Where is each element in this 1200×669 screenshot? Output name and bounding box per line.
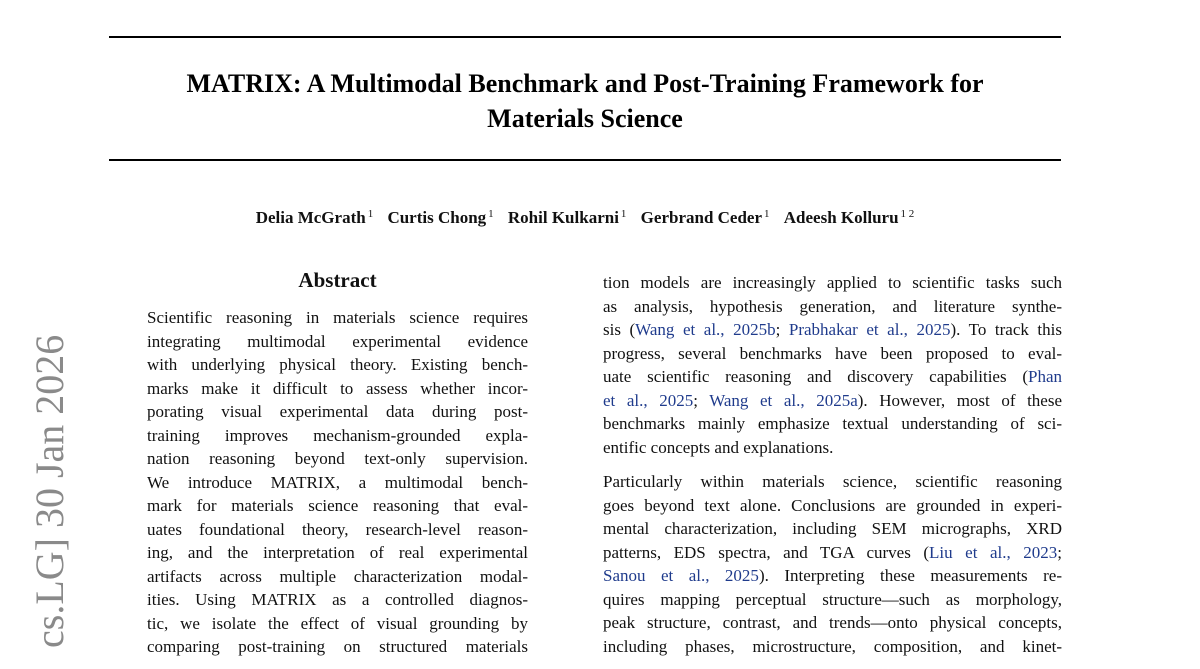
author-name: Delia McGrath bbox=[255, 208, 366, 227]
abstract-line: uates foundational theory, research-level reason- bbox=[147, 519, 528, 539]
abstract-line: We introduce MATRIX, a multimodal bench- bbox=[147, 472, 528, 492]
abstract-line: ities. Using MATRIX as a controlled diagnos- bbox=[147, 590, 528, 609]
body-line: benchmarks mainly emphasize textual understanding of sci- bbox=[603, 414, 1062, 433]
body-line: Particularly within materials science, scientific reasoning bbox=[603, 472, 1062, 491]
text-fragment: ; bbox=[693, 390, 710, 410]
body-line: mental characterization, including SEM micrographs, XRD bbox=[603, 519, 1062, 538]
body-line: entific concepts and explanations. bbox=[603, 437, 834, 457]
abstract-line: comparing post-training on structured materials bbox=[147, 637, 528, 656]
author bbox=[508, 202, 627, 230]
abstract-body bbox=[147, 306, 528, 659]
body-line: goes beyond text alone. Conclusions are grounded in experi- bbox=[603, 495, 1062, 515]
abstract-line: mark for materials science reasoning that eval- bbox=[147, 496, 528, 515]
abstract-line: Scientific reasoning in materials science requires bbox=[147, 308, 528, 327]
citation-link[interactable]: Wang et al., 2025a bbox=[709, 390, 858, 410]
arxiv-side-stamp: cs.LG] 30 Jan 2026 bbox=[27, 334, 72, 648]
citation-link[interactable]: Prabhakar et al., 2025 bbox=[788, 320, 951, 339]
paper-title bbox=[109, 66, 1061, 136]
body-line: peak structure, contrast, and trends—onto physical concepts, bbox=[603, 613, 1062, 632]
abstract-line: artifacts across multiple characterization modal- bbox=[147, 566, 528, 586]
author-name: Adeesh Kolluru bbox=[783, 208, 899, 227]
author-name: Curtis Chong bbox=[387, 208, 487, 227]
text-fragment: patterns, EDS spectra, and TGA curves ( bbox=[603, 542, 930, 562]
body-line bbox=[603, 365, 1062, 389]
text-fragment: ). Interpreting these measurements re- bbox=[758, 566, 1062, 585]
author bbox=[641, 202, 770, 230]
author-name: Rohil Kulkarni bbox=[507, 208, 619, 227]
author-list bbox=[109, 202, 1061, 230]
body-line bbox=[603, 541, 1062, 565]
text-fragment: ). However, most of these bbox=[857, 390, 1062, 410]
abstract-line: nation reasoning beyond text-only supervision. bbox=[147, 449, 528, 468]
author-name: Gerbrand Ceder bbox=[640, 208, 763, 227]
body-line: as analysis, hypothesis generation, and literature synthe- bbox=[603, 296, 1062, 316]
abstract-line: training improves mechanism-grounded expla- bbox=[147, 425, 528, 445]
abstract-heading: Abstract bbox=[298, 268, 377, 292]
abstract-line: porating visual experimental data during post- bbox=[147, 402, 528, 421]
body-line: including phases, microstructure, composition, and kinet- bbox=[603, 636, 1062, 656]
body-line: progress, several benchmarks have been proposed to eval- bbox=[603, 343, 1062, 363]
citation-link[interactable]: Sanou et al., 2025 bbox=[603, 566, 759, 585]
abstract-section bbox=[147, 266, 528, 659]
body-line: tion models are increasingly applied to scientific tasks such bbox=[603, 273, 1062, 292]
author bbox=[784, 202, 915, 230]
text-fragment: uate scientific reasoning and discovery capabilities ( bbox=[603, 367, 1028, 386]
intro-paragraph-1 bbox=[603, 271, 1062, 459]
citation-link[interactable]: Liu et al., 2023 bbox=[929, 542, 1058, 562]
title-top-rule bbox=[109, 36, 1061, 38]
paper-title-line-2: Materials Science bbox=[487, 104, 683, 133]
author bbox=[387, 202, 493, 230]
text-fragment: ; bbox=[775, 320, 789, 339]
title-bottom-rule bbox=[109, 159, 1061, 161]
body-line bbox=[603, 318, 1062, 342]
author-affiliation: 1 2 bbox=[900, 208, 915, 220]
text-fragment: ; bbox=[1057, 542, 1062, 562]
abstract-line: integrating multimodal experimental evidence bbox=[147, 331, 528, 351]
text-fragment: sis ( bbox=[603, 320, 636, 339]
text-fragment: ). To track this bbox=[950, 320, 1062, 339]
author-affiliation: 1 bbox=[367, 208, 374, 220]
body-line: quires mapping perceptual structure—such as morphology, bbox=[603, 589, 1062, 609]
author-affiliation: 1 bbox=[620, 208, 627, 220]
author bbox=[256, 202, 374, 230]
citation-link[interactable]: Phan bbox=[1028, 367, 1062, 386]
citation-link[interactable]: Wang et al., 2025b bbox=[635, 320, 776, 339]
abstract-line: marks make it difficult to assess whether incor- bbox=[147, 378, 528, 398]
introduction-body bbox=[603, 271, 1062, 669]
author-affiliation: 1 bbox=[488, 208, 494, 220]
citation-link[interactable]: et al., 2025 bbox=[603, 390, 694, 410]
intro-paragraph-2 bbox=[603, 470, 1062, 658]
paper-title-line-1: MATRIX: A Multimodal Benchmark and Post-Training Framework for bbox=[186, 69, 984, 98]
body-line bbox=[603, 564, 1062, 588]
abstract-line: tic, we isolate the effect of visual grounding by bbox=[147, 613, 528, 633]
author-affiliation: 1 bbox=[764, 208, 770, 220]
body-line bbox=[603, 389, 1062, 413]
abstract-line: with underlying physical theory. Existing bench- bbox=[147, 355, 528, 374]
abstract-line: ing, and the interpretation of real experimental bbox=[147, 543, 528, 562]
